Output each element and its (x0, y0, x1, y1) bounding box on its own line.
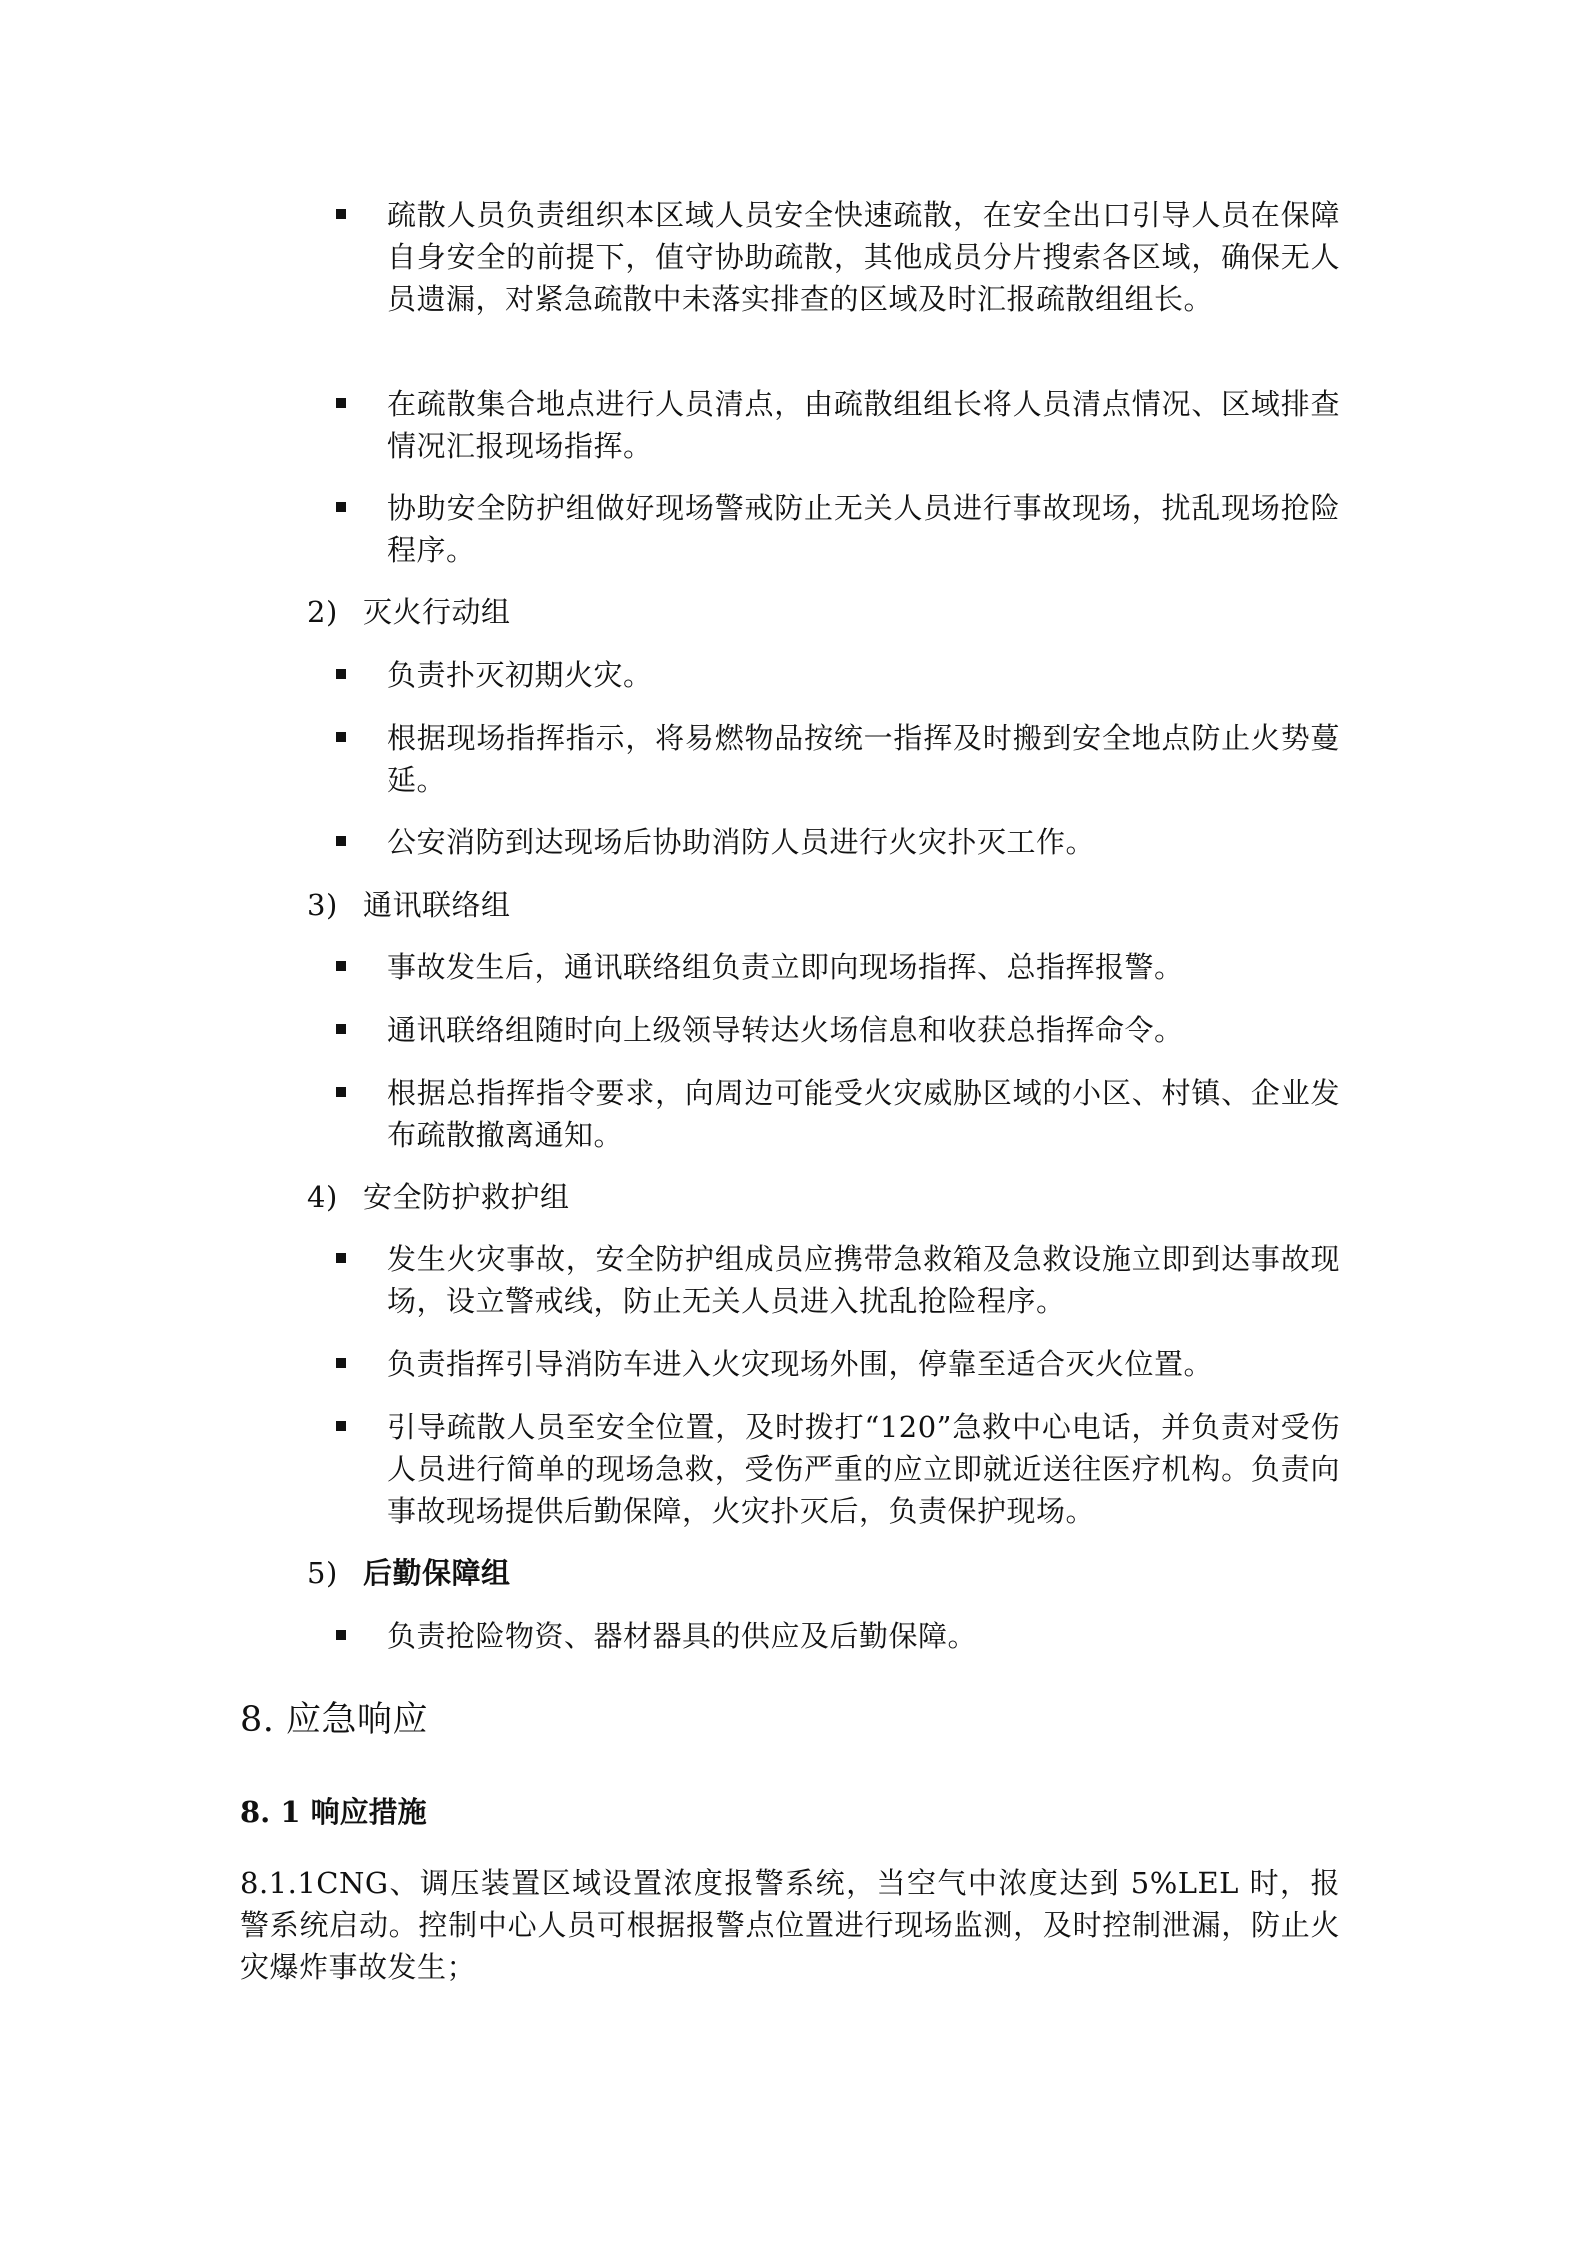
list-item-text: 事故发生后，通讯联络组负责立即向现场指挥、总指挥报警。 (387, 950, 1184, 984)
list-item-text: 协助安全防护组做好现场警戒防止无关人员进行事故现场，扰乱现场抢险程序。 (387, 491, 1340, 567)
bullet-square-icon (336, 1630, 346, 1640)
list-item (340, 654, 1340, 696)
bullet-square-icon (336, 1087, 346, 1097)
list-item (340, 1615, 1340, 1657)
section-heading: 8. 1 响应措施 (240, 1795, 427, 1829)
subsection-title: 安全防护救护组 (363, 1180, 570, 1214)
list-item (340, 383, 1340, 467)
list-item (340, 487, 1340, 571)
list-item (340, 1343, 1340, 1385)
list-item-text: 负责指挥引导消防车进入火灾现场外围，停靠至适合灭火位置。 (387, 1347, 1214, 1381)
bullet-square-icon (336, 669, 346, 679)
list-item-text: 发生火灾事故，安全防护组成员应携带急救箱及急救设施立即到达事故现场，设立警戒线，防止无关人员进入扰乱抢险程序。 (387, 1242, 1340, 1318)
list-item-text: 引导疏散人员至安全位置，及时拨打“120”急救中心电话，并负责对受伤人员进行简单的现场急救，受伤严重的应立即就近送往医疗机构。负责向事故现场提供后勤保障，火灾扑灭后，负责保护现场。 (387, 1410, 1340, 1528)
bullet-square-icon (336, 836, 346, 846)
list-item-text: 根据现场指挥指示，将易燃物品按统一指挥及时搬到安全地点防止火势蔓延。 (387, 721, 1340, 797)
subsection-heading (307, 591, 511, 633)
list-item (340, 1406, 1340, 1532)
list-item-text: 负责抢险物资、器材器具的供应及后勤保障。 (387, 1619, 978, 1653)
bullet-square-icon (336, 1253, 346, 1263)
subsection-title: 后勤保障组 (363, 1556, 511, 1590)
list-item-text: 在疏散集合地点进行人员清点，由疏散组组长将人员清点情况、区域排查情况汇报现场指挥。 (387, 387, 1340, 463)
subsection-heading (307, 884, 511, 926)
bullet-square-icon (336, 1358, 346, 1368)
list-item (340, 821, 1340, 863)
list-item (340, 1072, 1340, 1156)
list-item-text: 负责扑灭初期火灾。 (387, 658, 653, 692)
list-item-text: 公安消防到达现场后协助消防人员进行火灾扑灭工作。 (387, 825, 1096, 859)
bullet-square-icon (336, 1024, 346, 1034)
bullet-square-icon (336, 209, 346, 219)
subsection-number: 5) (307, 1556, 338, 1590)
list-item-text: 根据总指挥指令要求，向周边可能受火灾威胁区域的小区、村镇、企业发布疏散撤离通知。 (387, 1076, 1340, 1152)
list-item (340, 1238, 1340, 1322)
subsection-title: 灭火行动组 (363, 595, 511, 629)
bullet-square-icon (336, 961, 346, 971)
list-item-text: 通讯联络组随时向上级领导转达火场信息和收获总指挥命令。 (387, 1013, 1184, 1047)
subsection-title: 通讯联络组 (363, 888, 511, 922)
bullet-square-icon (336, 1421, 346, 1431)
list-item (340, 1009, 1340, 1051)
subsection-heading (307, 1552, 511, 1594)
subsection-number: 2) (307, 595, 338, 629)
subsection-number: 4) (307, 1180, 338, 1214)
chapter-heading: 8. 应急响应 (240, 1700, 429, 1740)
bullet-square-icon (336, 502, 346, 512)
list-item (340, 194, 1340, 320)
list-item (340, 946, 1340, 988)
subsection-number: 3) (307, 888, 338, 922)
bullet-square-icon (336, 732, 346, 742)
bullet-square-icon (336, 398, 346, 408)
body-paragraph: 8.1.1CNG、调压装置区域设置浓度报警系统，当空气中浓度达到 5%LEL 时，报警系统启动。控制中心人员可根据报警点位置进行现场监测，及时控制泄漏，防止火灾爆炸事故发生； (240, 1866, 1340, 1984)
list-item-text: 疏散人员负责组织本区域人员安全快速疏散，在安全出口引导人员在保障自身安全的前提下，值守协助疏散，其他成员分片搜索各区域，确保无人员遗漏，对紧急疏散中未落实排查的区域及时汇报疏散组组长。 (387, 198, 1340, 316)
subsection-heading (307, 1176, 570, 1218)
list-item (340, 717, 1340, 801)
